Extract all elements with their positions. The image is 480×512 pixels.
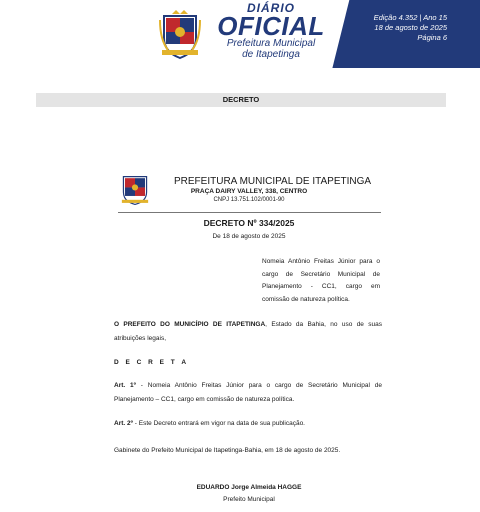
article-1-label: Art. 1º <box>114 382 136 389</box>
brand-diario: DIÁRIO <box>247 1 295 15</box>
article-1-text: - Nomeia Antônio Freitas Júnior para o cargo de Secretário Municipal de Planejamento – CC1, cargo em comissão de natureza política. <box>114 382 382 403</box>
letterhead-crest-icon <box>118 172 152 206</box>
signer-role: Prefeito Municipal <box>223 496 275 503</box>
preamble-authority: O PREFEITO DO MUNICÍPIO DE ITAPETINGA <box>114 321 266 328</box>
municipal-crest-icon <box>158 10 202 60</box>
letterhead-divider <box>118 212 381 213</box>
edition-number: Edição 4.352 | Ano 15 <box>373 13 447 22</box>
brand-pref-line1: Prefeitura Municipal <box>226 38 316 49</box>
closing-line: Gabinete do Prefeito Municipal de Itapetinga-Bahia, em 18 de agosto de 2025. <box>114 447 341 454</box>
section-title: DECRETO <box>36 93 446 107</box>
brand-oficial: OFICIAL <box>217 11 325 41</box>
article-2-text: - Este Decreto entrará em vigor na data de sua publicação. <box>133 420 305 427</box>
decree-summary: Nomeia Antônio Freitas Júnior para o cargo de Secretário Municipal de Planejamento - CC1, cargo em comissão de natureza política. <box>262 258 380 303</box>
brand-block <box>206 2 336 60</box>
article-1 <box>114 379 382 407</box>
org-name: PREFEITURA MUNICIPAL DE ITAPETINGA <box>174 176 372 187</box>
document-letterhead <box>118 170 383 214</box>
masthead <box>0 0 480 68</box>
org-cnpj: CNPJ 13.751.102/0001-90 <box>213 197 285 203</box>
article-2-label: Art. 2º <box>114 420 133 427</box>
article-2 <box>114 417 382 431</box>
org-address: PRAÇA DAIRY VALLEY, 338, CENTRO <box>190 188 308 195</box>
brand-pref-line2: de Itapetinga <box>242 49 300 60</box>
decreta-heading: D E C R E T A <box>114 359 189 366</box>
edition-info <box>374 13 447 43</box>
signer-name: EDUARDO Jorge Almeida HAGGE <box>196 484 302 491</box>
page-number: Página 6 <box>417 33 447 42</box>
preamble-text: , Estado da Bahia, no uso de suas atribuições legais, <box>114 321 383 342</box>
letterhead-titles <box>174 176 371 204</box>
decree-number: DECRETO Nº 334/2025 <box>203 218 295 228</box>
edition-date: 18 de agosto de 2025 <box>374 23 447 32</box>
preamble <box>114 318 382 346</box>
decree-date: De 18 de agosto de 2025 <box>212 233 286 240</box>
